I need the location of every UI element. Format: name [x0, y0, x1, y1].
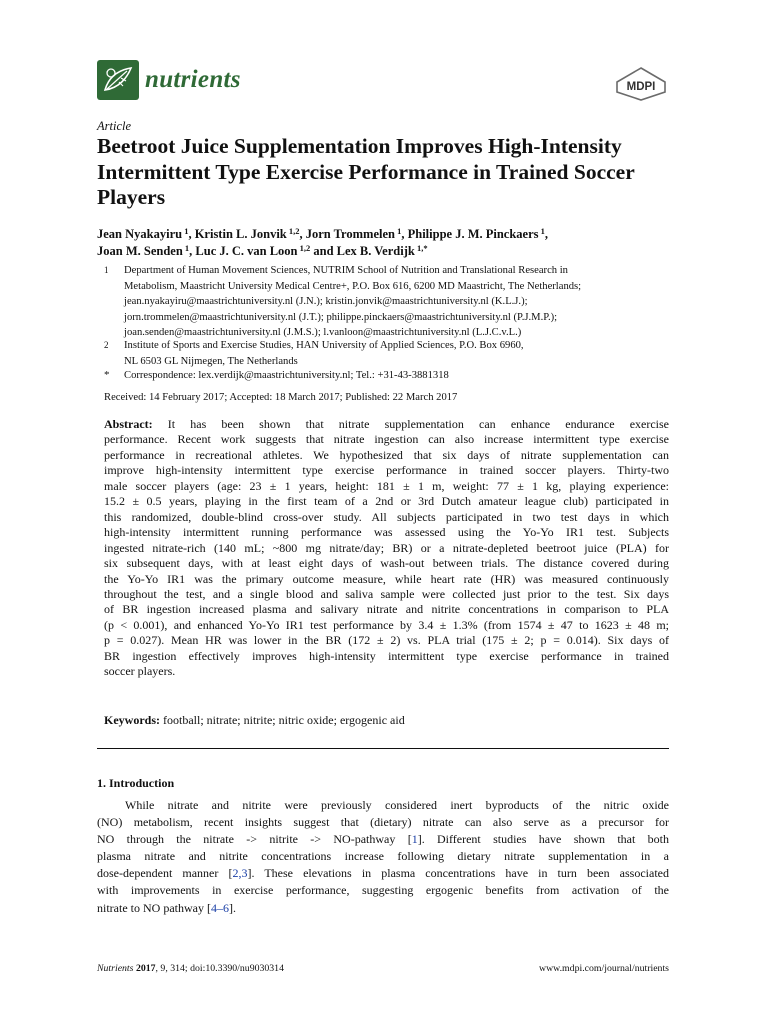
correspondence: [104, 368, 449, 384]
author-affiliation-mark: 1: [182, 226, 189, 236]
author-name: Joan M. Senden: [97, 244, 183, 258]
author-affiliation-mark: 1: [394, 226, 402, 236]
citation-link[interactable]: 1: [411, 832, 418, 847]
abstract-line: male soccer players (age: 23 ± 1 years, height: 181 ± 1 m, weight: 77 ± 1 kg, playing experience:: [104, 478, 669, 493]
introduction-heading: 1. Introduction: [97, 776, 175, 790]
author-affiliation-mark: 1,*: [414, 243, 428, 253]
correspondence-line[interactable]: Correspondence: lex.verdijk@maastrichtuniversity.nl; Tel.: +31-43-3881318: [124, 370, 449, 381]
section-divider: [97, 748, 669, 749]
affiliation-line: Department of Human Movement Sciences, NUTRIM School of Nutrition and Translational Research in: [124, 265, 568, 276]
intro-line: nitrate to NO pathway [4–6].: [97, 900, 236, 915]
keywords-text: football; nitrate; nitrite; nitric oxide; ergogenic aid: [160, 713, 405, 727]
abstract-line: of BR ingestion increased plasma and salivary nitrate and nitrite concentrations in comparison to PLA: [104, 602, 669, 617]
abstract-line: high-intensity intermittent running performance was assessed using the Yo-Yo IR1 test. Subjects: [104, 525, 669, 540]
abstract-line: improve high-intensity intermittent type exercise performance in trained soccer players. Thirty-two: [104, 463, 669, 478]
affiliation-mark: *: [104, 369, 110, 381]
journal-name: nutrients: [145, 66, 241, 93]
footer-journal: Nutrients: [97, 963, 134, 974]
affiliation-line: Institute of Sports and Exercise Studies, HAN University of Applied Sciences, P.O. Box 6960,: [124, 340, 524, 351]
publication-dates: Received: 14 February 2017; Accepted: 18 March 2017; Published: 22 March 2017: [104, 392, 458, 403]
abstract-line: six subsequent days, with at least eight days of wash-out between trials. The distance covered during: [104, 556, 669, 571]
mdpi-logo-icon: [613, 66, 669, 102]
footer-doi[interactable]: , 9, 314; doi:10.3390/nu9030314: [155, 963, 284, 974]
intro-line: NO through the nitrate -> nitrite -> NO-pathway [1]. Different studies have shown that both: [97, 832, 669, 847]
affiliation-email-line[interactable]: jorn.trommelen@maastrichtuniversity.nl (J.T.); philippe.pinckaers@maastrichtuniversity.nl (P.J.M.P.);: [124, 311, 558, 323]
abstract-line: performance in recreational athletes. We hypothesized that six days of nitrate supplementation can: [104, 447, 669, 462]
author-name: Lex B. Verdijk: [336, 244, 415, 258]
author-name: Philippe J. M. Pinckaers: [407, 227, 539, 241]
footer-year: 2017: [135, 963, 156, 974]
author-name: Luc J. C. van Loon: [195, 244, 298, 258]
intro-line: (NO) metabolism, recent insights suggest that (dietary) nitrate can also serve as a precursor for: [97, 815, 669, 830]
article-title: Beetroot Juice Supplementation Improves High-Intensity Intermittent Type Exercise Performance in Trained Soccer Players: [97, 134, 635, 209]
abstract-line: 15.2 ± 0.5 years, playing in the first team of a 2nd or 3rd Dutch amateur league club) participated in: [104, 494, 669, 509]
affiliation-email-line[interactable]: jean.nyakayiru@maastrichtuniversity.nl (J.N.); kristin.jonvik@maastrichtuniversity.nl (K.L.J.);: [124, 296, 528, 307]
intro-line: with improvements in exercise performance, suggesting ergogenic benefits from activation of the: [97, 883, 669, 898]
affiliation-2: [104, 338, 524, 369]
affiliation-1: [104, 263, 581, 341]
footer-journal-url[interactable]: www.mdpi.com/journal/nutrients: [539, 963, 669, 974]
keywords: [104, 713, 405, 728]
abstract-line: throughout the test, and a single blood and saliva sample were collected just prior to the test. Six days: [104, 586, 669, 601]
abstract-line: the Yo-Yo IR1 was the primary outcome measure, while heart rate (HR) was measured continuously: [104, 571, 669, 586]
author-name: Jorn Trommelen: [305, 227, 395, 241]
abstract-line: performance. Recent work suggests that nitrate ingestion can also increase intermittent type exercise: [104, 432, 669, 447]
affiliation-line: Metabolism, Maastricht University Medical Centre+, P.O. Box 616, 6200 MD Maastricht, The Netherlands;: [124, 280, 582, 292]
intro-line: plasma nitrate and nitrite concentrations increase following dietary nitrate supplementation in a: [97, 849, 669, 864]
affiliation-mark: 2: [104, 340, 109, 350]
abstract-line: Abstract: It has been shown that nitrate supplementation can enhance endurance exercise: [104, 417, 669, 431]
author-name: Kristin L. Jonvik: [194, 227, 287, 241]
article-type: Article: [97, 119, 132, 133]
abstract-line: (p < 0.001), and enhanced Yo-Yo IR1 test performance by 3.4 ± 1.3% (from 1574 ± 47 to 1623 ± 48 m;: [104, 617, 669, 632]
abstract-line: this randomized, double-blind cross-over study. All subjects participated in two test days in which: [104, 509, 669, 524]
introduction-paragraph: [97, 797, 669, 917]
footer-citation: [97, 963, 284, 974]
affiliation-line: NL 6503 GL Nijmegen, The Netherlands: [124, 355, 298, 367]
nutrients-leaf-icon: [97, 60, 139, 100]
author-list: Jean Nyakayiru $^1$, Kristin L. Jonvik $^{1,2}$, Jorn Trommelen $^1$, Philippe J. M. Pinckaers $^1$, Joan M. Senden $^1$, Luc J. C. van Loon $^{1,2}$ and Lex B. Verdijk $^{1,*}$: [97, 226, 549, 258]
abstract: [104, 417, 669, 680]
abstract-line: BR ingestion effectively improves high-intensity intermittent type exercise performance in trained: [104, 648, 669, 663]
citation-link[interactable]: 4–6: [210, 900, 229, 915]
abstract-label: Abstract:: [104, 417, 153, 431]
author-affiliation-mark: 1: [182, 243, 190, 253]
author-affiliation-mark: 1,2: [297, 243, 311, 253]
publisher-name: MDPI: [626, 81, 656, 93]
citation-link[interactable]: 2,3: [232, 866, 248, 881]
abstract-line: p = 0.027). Mean HR was lower in the BR (172 ± 2) vs. PLA trial (175 ± 2; p = 0.014). Six days of: [104, 633, 669, 648]
journal-logo: [97, 60, 241, 100]
author-affiliation-mark: 1,2: [286, 226, 300, 236]
affiliation-email-line[interactable]: joan.senden@maastrichtuniversity.nl (J.M.S.); l.vanloon@maastrichtuniversity.nl (L.J.C.v.L.): [124, 327, 522, 338]
keywords-label: Keywords:: [104, 713, 160, 727]
abstract-line: soccer players.: [104, 664, 176, 679]
intro-line: dose-dependent manner [2,3]. These elevations in plasma concentrations have in turn been associated: [97, 866, 669, 881]
abstract-line: ingested nitrate-rich (140 mL; ~800 mg nitrate/day; BR) or a nitrate-depleted beetroot juice (PLA) for: [104, 540, 669, 555]
intro-line: While nitrate and nitrite were previously considered inert byproducts of the nitric oxide: [125, 798, 669, 812]
author-affiliation-mark: 1: [538, 226, 545, 236]
author-name: Jean Nyakayiru: [97, 227, 183, 241]
affiliation-mark: 1: [104, 265, 109, 275]
